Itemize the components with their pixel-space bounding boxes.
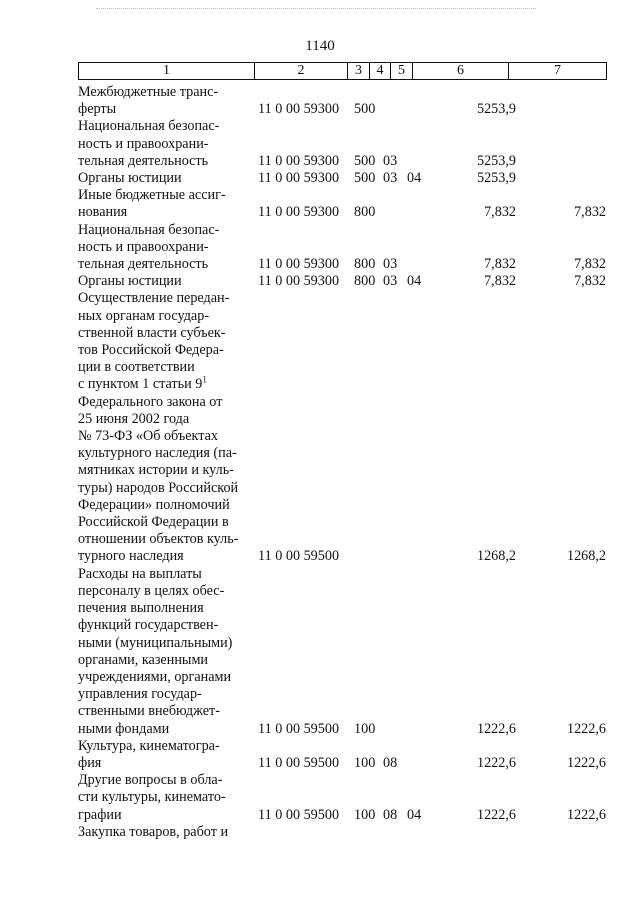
row-col-6: 5253,9 — [476, 101, 516, 118]
description-line: мятниках истории и куль- — [78, 462, 234, 479]
row-col-7: 1222,6 — [566, 720, 606, 737]
row-col-3: 100 — [354, 754, 376, 771]
table-row — [78, 290, 608, 565]
description-line: ферты — [78, 101, 117, 118]
description-line: Федерального закона от — [78, 393, 223, 410]
description-line: графии — [78, 806, 122, 823]
description-line: Федерации» полномочий — [78, 496, 230, 513]
description-line: Расходы на выплаты — [78, 565, 202, 582]
row-code: 11 0 00 59300 — [258, 170, 340, 187]
row-description — [78, 118, 254, 170]
description-line: Осуществление передан- — [78, 290, 230, 307]
description-line: Органы юстиции — [78, 273, 182, 290]
row-col-6: 1222,6 — [476, 754, 516, 771]
description-line: Национальная безопас- — [78, 118, 220, 135]
header-col-3: 3 — [348, 63, 370, 79]
row-code: 11 0 00 59500 — [258, 720, 340, 737]
row-code: 11 0 00 59300 — [258, 204, 340, 221]
row-description — [78, 187, 254, 221]
row-col-3: 800 — [354, 204, 376, 221]
row-description — [78, 772, 254, 824]
description-line: № 73-ФЗ «Об объектах — [78, 428, 219, 445]
description-line: ность и правоохрани- — [78, 135, 209, 152]
table-header — [78, 62, 607, 80]
row-col-6: 1222,6 — [476, 720, 516, 737]
row-code: 11 0 00 59300 — [258, 152, 340, 169]
description-line: отношении объектов куль- — [78, 531, 239, 548]
row-code: 11 0 00 59300 — [258, 256, 340, 273]
row-code: 11 0 00 59500 — [258, 806, 340, 823]
row-col-6: 7,832 — [484, 273, 516, 290]
row-col-4: 03 — [383, 170, 398, 187]
description-line: нования — [78, 204, 128, 221]
table-row — [78, 772, 608, 824]
row-col-5: 04 — [407, 273, 422, 290]
row-col-5: 04 — [407, 806, 422, 823]
description-line: Органы юстиции — [78, 170, 182, 187]
row-description — [78, 84, 254, 118]
description-line: ственными внебюджет- — [78, 703, 220, 720]
row-col-3: 500 — [354, 152, 376, 169]
row-col-3: 100 — [354, 720, 376, 737]
table-row — [78, 738, 608, 772]
row-col-7: 7,832 — [574, 204, 606, 221]
row-code: 11 0 00 59300 — [258, 273, 340, 290]
description-line: культурного наследия (па- — [78, 445, 237, 462]
description-line: ственной власти субъек- — [78, 324, 226, 341]
row-col-4: 03 — [383, 273, 398, 290]
description-line: учреждениями, органами — [78, 668, 232, 685]
row-col-4: 08 — [383, 806, 398, 823]
description-line: органами, казенными — [78, 651, 209, 668]
table-row — [78, 222, 608, 274]
description-line: 25 июня 2002 года — [78, 410, 190, 427]
row-code: 11 0 00 59500 — [258, 754, 340, 771]
row-col-7: 7,832 — [574, 256, 606, 273]
description-line: ции в соответствии — [78, 359, 195, 376]
row-col-3: 800 — [354, 256, 376, 273]
header-col-7: 7 — [554, 63, 561, 78]
row-col-7: 7,832 — [574, 273, 606, 290]
header-col-2: 2 — [255, 63, 348, 79]
table-row — [78, 824, 608, 841]
description-line: ными фондами — [78, 720, 170, 737]
row-col-3: 500 — [354, 170, 376, 187]
table-row — [78, 566, 608, 738]
table-body — [78, 84, 608, 841]
row-col-3: 100 — [354, 806, 376, 823]
description-line: фия — [78, 754, 102, 771]
row-col-4: 03 — [383, 256, 398, 273]
row-col-4: 08 — [383, 754, 398, 771]
row-col-6: 7,832 — [484, 204, 516, 221]
description-line: печения выполнения — [78, 600, 204, 617]
row-code: 11 0 00 59500 — [258, 548, 340, 565]
header-col-5: 5 — [391, 63, 413, 79]
description-line: с пунктом 1 статьи $9^1$ — [78, 374, 207, 393]
row-col-3: 500 — [354, 101, 376, 118]
description-line: функций государствен- — [78, 617, 219, 634]
description-line: сти культуры, кинемато- — [78, 789, 226, 806]
description-line: тельная деятельность — [78, 256, 209, 273]
row-description — [78, 222, 254, 274]
row-description — [78, 290, 254, 565]
description-line: Культура, кинематогра- — [78, 737, 220, 754]
row-col-6: 5253,9 — [476, 152, 516, 169]
row-col-7: 1222,6 — [566, 754, 606, 771]
page-number: 1140 — [305, 38, 335, 54]
row-code: 11 0 00 59300 — [258, 101, 340, 118]
header-col-6: 6 — [413, 63, 509, 79]
header-col-4: 4 — [370, 63, 391, 79]
description-line: ность и правоохрани- — [78, 238, 209, 255]
header-col-1: 1 — [79, 63, 255, 79]
row-col-6: 7,832 — [484, 256, 516, 273]
description-line: турного наследия — [78, 548, 184, 565]
description-line: туры) народов Российской — [78, 479, 239, 496]
description-line: Иные бюджетные ассиг- — [78, 187, 226, 204]
row-col-5: 04 — [407, 170, 422, 187]
description-line: тельная деятельность — [78, 152, 209, 169]
description-line: Другие вопросы в обла- — [78, 772, 223, 789]
scan-noise — [96, 8, 536, 13]
table-row — [78, 273, 608, 290]
description-line: тов Российской Федера- — [78, 342, 224, 359]
row-description — [78, 273, 254, 290]
table-row — [78, 118, 608, 170]
row-col-3: 800 — [354, 273, 376, 290]
description-line: Российской Федерации в — [78, 514, 229, 531]
row-description — [78, 170, 254, 187]
description-line: персоналу в целях обес- — [78, 582, 225, 599]
row-col-7: 1222,6 — [566, 806, 606, 823]
description-line: Закупка товаров, работ и — [78, 823, 229, 840]
description-line: Межбюджетные транс- — [78, 84, 219, 100]
row-col-6: 1222,6 — [476, 806, 516, 823]
table-row — [78, 84, 608, 118]
description-line: ными (муниципальными) — [78, 634, 233, 651]
row-description — [78, 566, 254, 738]
description-line: Национальная безопас- — [78, 221, 220, 238]
description-line: ных органам государ- — [78, 307, 210, 324]
row-col-7: 1268,2 — [566, 548, 606, 565]
row-description — [78, 824, 254, 841]
description-line: управления государ- — [78, 686, 202, 703]
row-col-6: 1268,2 — [476, 548, 516, 565]
row-col-6: 5253,9 — [476, 170, 516, 187]
table-row — [78, 170, 608, 187]
table-row — [78, 187, 608, 221]
row-description — [78, 738, 254, 772]
row-col-4: 03 — [383, 152, 398, 169]
